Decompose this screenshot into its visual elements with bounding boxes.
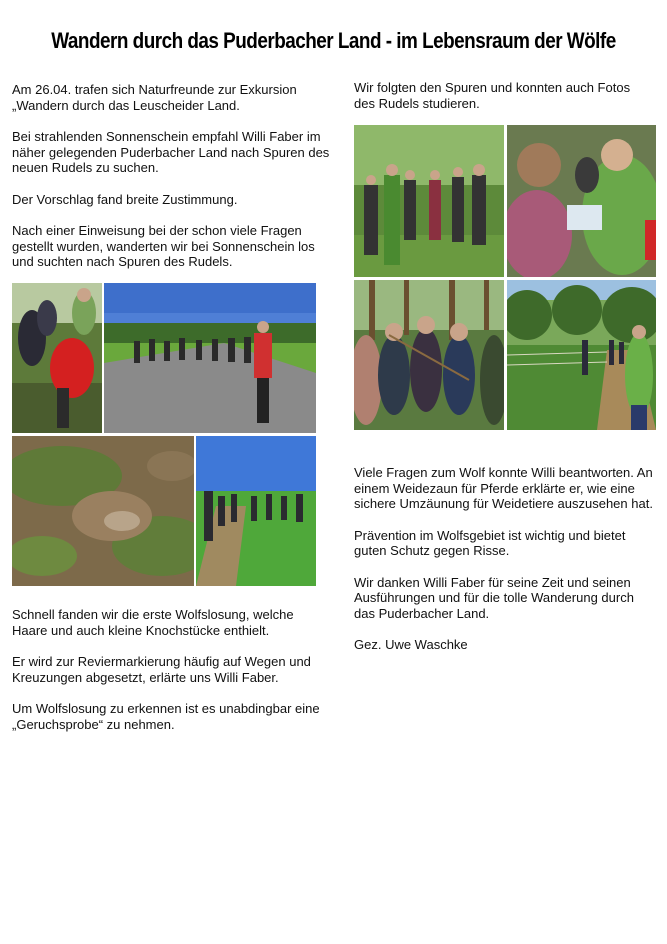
tracks-text [354,80,654,127]
intro-text [12,82,332,286]
photo-group-forest [354,125,504,277]
paragraph: Viele Fragen zum Wolf konnte Willi beantworten. An einem Weidezaun für Pferde erklärte er, wie eine sichere Umzäunung für Weidetiere auszusehen hat. [354,465,653,511]
signature: Gez. Uwe Waschke [354,637,468,652]
photo-explanation [354,280,504,430]
photo-pasture-fence [507,280,656,430]
photo-wolf-scat [12,436,194,586]
paragraph: Bei strahlenden Sonnenschein empfahl Willi Faber im näher gelegenden Puderbacher Land nach Spuren des neuen Rudels zu suchen. [12,129,330,175]
photo-group-closeup [12,283,102,433]
photo-group-field [196,436,316,586]
paragraph: Wir folgten den Spuren und konnten auch Fotos des Rudels studieren. [354,80,631,111]
paragraph: Prävention im Wolfsgebiet ist wichtig und bietet guten Schutz gegen Risse. [354,527,626,558]
findings-text [12,607,332,748]
paragraph: Um Wolfslosung zu erkennen ist es unabdingbar eine „Geruchsprobe“ zu nehmen. [12,701,320,732]
photo-group-road [104,283,316,433]
paragraph: Schnell fanden wir die erste Wolfslosung, welche Haare und auch kleine Knochstücke enthielt. [12,607,294,638]
paragraph: Er wird zur Reviermarkierung häufig auf Wegen und Kreuzungen abgesetzt, erlärte uns Willi Faber. [12,654,311,685]
paragraph: Der Vorschlag fand breite Zustimmung. [12,191,238,207]
closing-text [354,465,654,669]
paragraph: Am 26.04. trafen sich Naturfreunde zur Exkursion „Wandern durch das Leuscheider Land. [12,82,297,113]
photo-wolf-pictures [507,125,656,277]
page-title: Wandern durch das Puderbacher Land - im Lebensraum der Wölfe [51,28,616,53]
paragraph: Wir danken Willi Faber für seine Zeit und seinen Ausführungen und für die tolle Wanderung durch das Puderbacher Land. [354,574,634,621]
paragraph: Nach einer Einweisung bei der schon viele Fragen gestellt wurden, wanderten wir bei Sonnenschein los und suchten nach Spuren des Rudels. [12,223,315,269]
